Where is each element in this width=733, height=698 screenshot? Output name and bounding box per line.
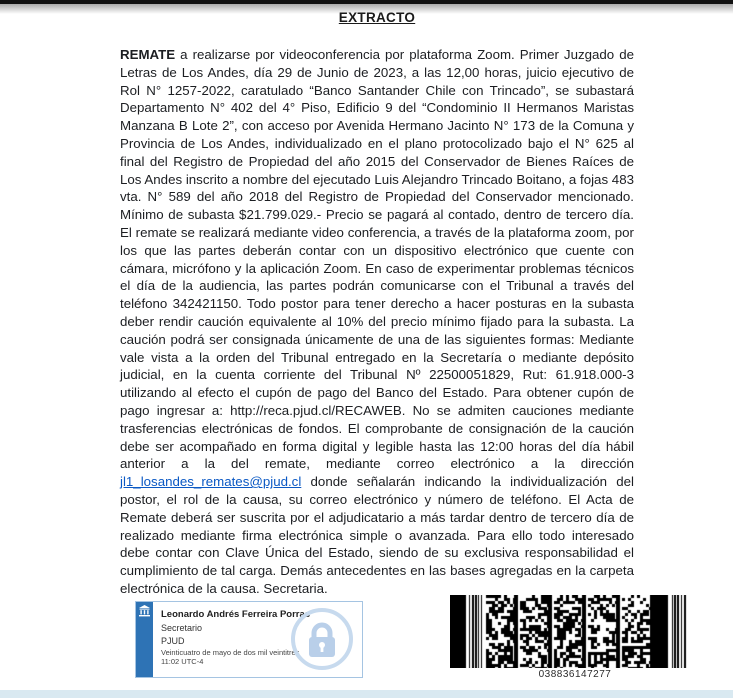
signature-stamp <box>135 601 363 678</box>
signer-role: Secretario <box>161 623 203 633</box>
lock-icon <box>290 607 354 671</box>
signer-name: Leonardo Andrés Ferreira Porras <box>161 609 311 620</box>
courthouse-icon <box>136 605 153 617</box>
signature-date: Veinticuatro de mayo de dos mil veintitrés <box>161 648 300 657</box>
document-body: REMATE a realizarse por videoconferencia por plataforma Zoom. Primer Juzgado de Letras de Los Andes, día 29 de Junio de 2023, a las 12,00 horas, juicio ejecutivo de Rol N° 1257-2022, caratulado “Banco Santander Chile con Trincado”, se subastará Departamento N° 402 del 4° Piso, Edificio 9 del “Condominio II Hermanos Maristas Manzana B Lote 2”, con acceso por Avenida Hermano Jacinto N° 173 de la Comuna y Provincia de Los Andes, individualizado en el plano protocolizado bajo el N° 625 al final del Registro de Propiedad del año 2015 del Conservador de Bienes Raíces de Los Andes inscrito a nombre del ejecutado Luis Alejandro Trincado Boitano, a fojas 483 vta. N° 589 del año 2018 del Registro de Propiedad del Conservador mencionado. Mínimo de subasta $21.799.029.- Precio se pagará al contado, dentro de tercero día. El remate se realizará mediante video conferencia, a través de la plataforma zoom, por los que las partes deberán contar con un dispositivo electrónico que cuente con cámara, micrófono y la aplicación Zoom. En caso de experimentar problemas técnicos el día de la audiencia, las partes podrán comunicarse con el Tribunal a través del teléfono 342421150. Todo postor para tener derecho a hacer posturas en la subasta deber rendir caución equivalente al 10% del precio mínimo fijado para la subasta. La caución podrá ser consignada únicamente de una de las siguientes formas: Mediante vale vista a la orden del Tribunal entregado en la Secretaría o mediante depósito judicial, en la cuenta corriente del Tribunal Nº 22500051829, Rut: 61.918.000-3 utilizando al efecto el cupón de pago del Banco del Estado. Para obtener cupón de pago ingresar a: http://reca.pjud.cl/RECAWEB. No se admiten cauciones mediante trasferencias electrónicas de fondos. El comprobante de consignación de la caución debe ser acompañado en forma digital y legible hasta las 12:00 horas del día hábil anterior a la del remate, mediante correo electrónico a la dirección jl1_losandes_remates@pjud.cl donde señalarán indicando la individualización del postor, el rol de la causa, su correo electrónico y número de teléfono. El Acta de Remate deberá ser suscrita por el adjudicatario a más tardar dentro de tercero día de realizado mediante firma electrónica simple o avanzada. Para ello todo interesado debe contar con Clave Única del Estado, siendo de su exclusiva responsabilidad el cumplimiento de tal carga. Demás antecedentes en las bases agregadas en la carpeta electrónica de la causa. Secretaria. <box>120 47 634 596</box>
horizontal-scrollbar-track[interactable] <box>0 690 733 698</box>
barcode <box>450 595 700 680</box>
signer-institution: PJUD <box>161 635 185 646</box>
email-link[interactable]: jl1_losandes_remates@pjud.cl <box>120 474 302 490</box>
document-title: EXTRACTO <box>338 10 416 25</box>
stamp-accent-bar <box>136 602 153 677</box>
signature-time: 11:02 UTC-4 <box>161 657 204 666</box>
barcode-image <box>450 595 700 668</box>
barcode-number: 038836147277 <box>538 669 612 680</box>
